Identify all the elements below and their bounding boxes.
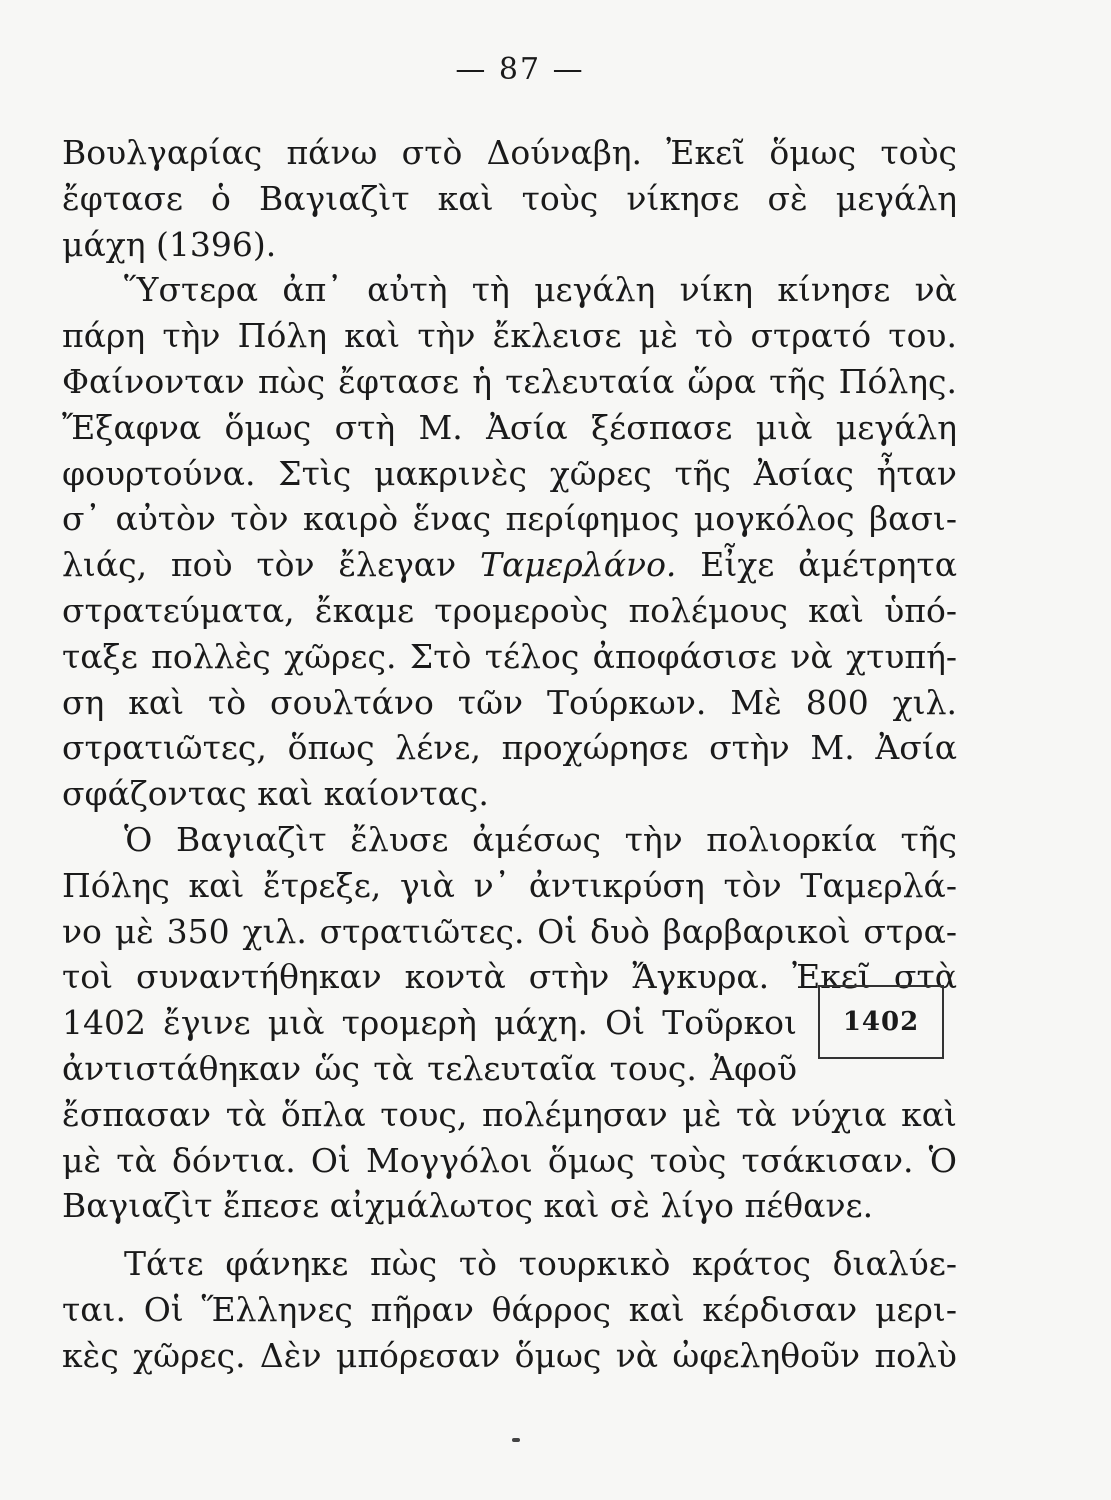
text-line: ἀντιστάθηκαν ὥς τὰ τελευταῖα τους. Ἀφοῦ (62, 1048, 797, 1088)
text-line: φουρτούνα. Στὶς μακρινὲς χῶρες τῆς Ἀσίας ἦταν (62, 453, 957, 493)
text-line: ἔσπασαν τὰ ὅπλα τους, πολέμησαν μὲ τὰ νύχια καὶ (62, 1094, 957, 1134)
text-line: πάρη τὴν Πόλη καὶ τὴν ἔκλεισε μὲ τὸ στρατό του. (62, 316, 957, 356)
text-line: ση καὶ τὸ σουλτάνο τῶν Τούρκων. Μὲ 800 χιλ. (62, 682, 957, 722)
text-line: τοὶ συναντήθηκαν κοντὰ στὴν Ἄγκυρα. Ἐκεῖ στὰ (62, 957, 957, 997)
text-line: Τάτε φάνηκε πὼς τὸ τουρκικὸ κράτος διαλύε- (124, 1244, 957, 1284)
italic-name: Ταμερλάνο. (479, 545, 677, 585)
margin-date-box: 1402 (818, 985, 944, 1059)
text-line-mixed (62, 542, 957, 588)
text-line: μὲ τὰ δόντια. Οἱ Μογγόλοι ὅμως τοὺς τσάκισαν. Ὁ (62, 1140, 957, 1180)
text-line: Βαγιαζὶτ ἔπεσε αἰχμάλωτος καὶ σὲ λίγο πέθανε. (62, 1186, 874, 1226)
text-line: Φαίνονταν πὼς ἔφτασε ἡ τελευταία ὥρα τῆς Πόλης. (62, 361, 957, 401)
ink-mark (512, 1438, 520, 1442)
text-line: Πόλης καὶ ἔτρεξε, γιὰ ν᾽ ἀντικρύση τὸν Ταμερλά- (62, 865, 957, 905)
text-line: κὲς χῶρες. Δὲν μπόρεσαν ὅμως νὰ ὠφεληθοῦν πολὺ (62, 1335, 957, 1375)
text-line: στρατεύματα, ἔκαμε τρομεροὺς πολέμους καὶ ὑπό- (62, 590, 957, 630)
text-segment: Εἶχε ἀμέτρητα (700, 545, 957, 585)
body-text (62, 130, 957, 1379)
text-line: Ὁ Βαγιαζὶτ ἔλυσε ἀμέσως τὴν πολιορκία τῆς (124, 819, 957, 859)
text-line: ἔφτασε ὁ Βαγιαζὶτ καὶ τοὺς νίκησε σὲ μεγάλη (62, 178, 957, 218)
text-line: σ᾽ αὐτὸν τὸν καιρὸ ἕνας περίφημος μογκόλος βασι- (62, 499, 957, 539)
text-line: Βουλγαρίας πάνω στὸ Δούναβη. Ἐκεῖ ὅμως τοὺς (62, 133, 957, 172)
text-line: Ὕστερα ἀπ᾽ αὐτὴ τὴ μεγάλη νίκη κίνησε νὰ (124, 270, 957, 310)
page-number: — 87 — (455, 52, 585, 87)
text-line: μάχη (1396). (62, 224, 277, 264)
text-line: ται. Οἱ Ἕλληνες πῆραν θάρρος καὶ κέρδισαν μερι- (62, 1289, 957, 1329)
text-line: σφάζοντας καὶ καίοντας. (62, 774, 489, 814)
text-line: 1402 ἔγινε μιὰ τρομερὴ μάχη. Οἱ Τοῦρκοι (62, 1003, 797, 1043)
text-line: νο μὲ 350 χιλ. στρατιῶτες. Οἱ δυὸ βαρβαρικοὶ στρα- (62, 911, 957, 951)
text-line: ταξε πολλὲς χῶρες. Στὸ τέλος ἀποφάσισε νὰ χτυπή- (62, 636, 957, 676)
text-line: στρατιῶτες, ὅπως λένε, προχώρησε στὴν Μ. Ἀσία (62, 728, 957, 768)
text-segment: λιάς, ποὺ τὸν ἔλεγαν (62, 545, 457, 585)
text-line: Ἔξαφνα ὅμως στὴ Μ. Ἀσία ξέσπασε μιὰ μεγάλη (62, 407, 957, 447)
